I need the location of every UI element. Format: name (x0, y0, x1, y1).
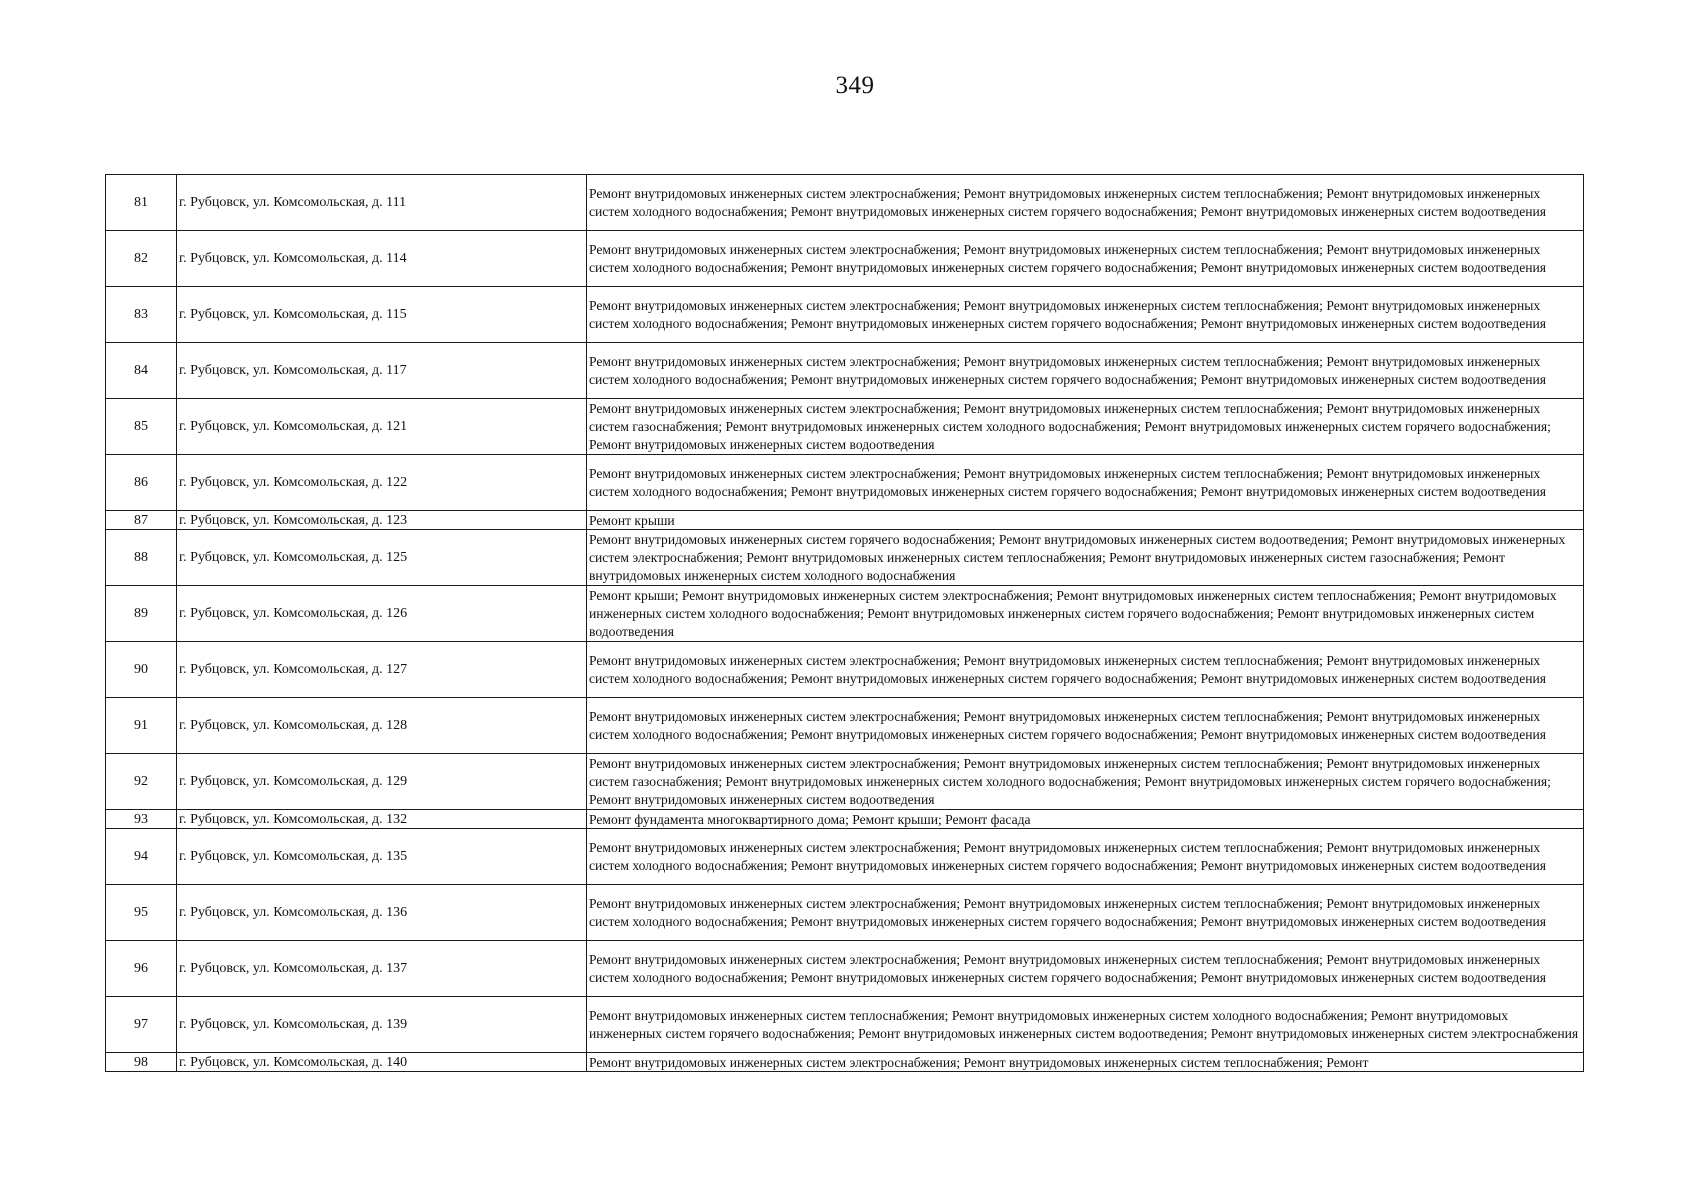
row-address: г. Рубцовск, ул. Комсомольская, д. 111 (177, 175, 587, 231)
row-number: 97 (106, 997, 177, 1053)
row-works: Ремонт внутридомовых инженерных систем электроснабжения; Ремонт внутридомовых инженерных систем теплоснабжения; Ремонт внутридомовых инженерных систем холодного водоснабжения; Ремонт внутридомовых инженерных систем горячего водоснабжения; Ремонт внутридомовых инженерных систем водоотведения (587, 642, 1584, 698)
table-row (106, 1053, 1584, 1072)
table-row (106, 997, 1584, 1053)
row-address: г. Рубцовск, ул. Комсомольская, д. 129 (177, 754, 587, 810)
row-works: Ремонт внутридомовых инженерных систем горячего водоснабжения; Ремонт внутридомовых инженерных систем водоотведения; Ремонт внутридомовых инженерных систем электроснабжения; Ремонт внутридомовых инженерных систем теплоснабжения; Ремонт внутридомовых инженерных систем газоснабжения; Ремонт внутридомовых инженерных систем холодного водоснабжения (587, 530, 1584, 586)
table-body (106, 175, 1584, 1072)
row-address: г. Рубцовск, ул. Комсомольская, д. 128 (177, 698, 587, 754)
row-works: Ремонт крыши; Ремонт внутридомовых инженерных систем электроснабжения; Ремонт внутридомовых инженерных систем теплоснабжения; Ремонт внутридомовых инженерных систем холодного водоснабжения; Ремонт внутридомовых инженерных систем горячего водоснабжения; Ремонт внутридомовых инженерных систем водоотведения (587, 586, 1584, 642)
table-row (106, 642, 1584, 698)
table-row (106, 829, 1584, 885)
table-row (106, 175, 1584, 231)
table-row (106, 231, 1584, 287)
row-address: г. Рубцовск, ул. Комсомольская, д. 136 (177, 885, 587, 941)
row-works: Ремонт внутридомовых инженерных систем электроснабжения; Ремонт внутридомовых инженерных систем теплоснабжения; Ремонт внутридомовых инженерных систем газоснабжения; Ремонт внутридомовых инженерных систем холодного водоснабжения; Ремонт внутридомовых инженерных систем горячего водоснабжения; Ремонт внутридомовых инженерных систем водоотведения (587, 754, 1584, 810)
row-address: г. Рубцовск, ул. Комсомольская, д. 115 (177, 287, 587, 343)
row-number: 88 (106, 530, 177, 586)
row-works: Ремонт крыши (587, 511, 1584, 530)
row-number: 86 (106, 455, 177, 511)
table-row (106, 586, 1584, 642)
row-works: Ремонт внутридомовых инженерных систем теплоснабжения; Ремонт внутридомовых инженерных систем холодного водоснабжения; Ремонт внутридомовых инженерных систем горячего водоснабжения; Ремонт внутридомовых инженерных систем водоотведения; Ремонт внутридомовых инженерных систем электроснабжения (587, 997, 1584, 1053)
row-works: Ремонт внутридомовых инженерных систем электроснабжения; Ремонт внутридомовых инженерных систем теплоснабжения; Ремонт внутридомовых инженерных систем холодного водоснабжения; Ремонт внутридомовых инженерных систем горячего водоснабжения; Ремонт внутридомовых инженерных систем водоотведения (587, 829, 1584, 885)
table-row (106, 455, 1584, 511)
row-number: 89 (106, 586, 177, 642)
row-address: г. Рубцовск, ул. Комсомольская, д. 137 (177, 941, 587, 997)
table-row (106, 810, 1584, 829)
row-number: 95 (106, 885, 177, 941)
table-row (106, 287, 1584, 343)
table-row (106, 343, 1584, 399)
table-row (106, 399, 1584, 455)
row-number: 91 (106, 698, 177, 754)
row-number: 87 (106, 511, 177, 530)
row-number: 90 (106, 642, 177, 698)
row-address: г. Рубцовск, ул. Комсомольская, д. 127 (177, 642, 587, 698)
table-row (106, 885, 1584, 941)
row-address: г. Рубцовск, ул. Комсомольская, д. 114 (177, 231, 587, 287)
row-works: Ремонт внутридомовых инженерных систем электроснабжения; Ремонт внутридомовых инженерных систем теплоснабжения; Ремонт внутридомовых инженерных систем холодного водоснабжения; Ремонт внутридомовых инженерных систем горячего водоснабжения; Ремонт внутридомовых инженерных систем водоотведения (587, 343, 1584, 399)
table-row (106, 511, 1584, 530)
row-address: г. Рубцовск, ул. Комсомольская, д. 135 (177, 829, 587, 885)
row-number: 92 (106, 754, 177, 810)
row-address: г. Рубцовск, ул. Комсомольская, д. 117 (177, 343, 587, 399)
row-works: Ремонт внутридомовых инженерных систем электроснабжения; Ремонт внутридомовых инженерных систем теплоснабжения; Ремонт внутридомовых инженерных систем холодного водоснабжения; Ремонт внутридомовых инженерных систем горячего водоснабжения; Ремонт внутридомовых инженерных систем водоотведения (587, 287, 1584, 343)
row-works: Ремонт внутридомовых инженерных систем электроснабжения; Ремонт внутридомовых инженерных систем теплоснабжения; Ремонт внутридомовых инженерных систем холодного водоснабжения; Ремонт внутридомовых инженерных систем горячего водоснабжения; Ремонт внутридомовых инженерных систем водоотведения (587, 231, 1584, 287)
row-number: 93 (106, 810, 177, 829)
row-works: Ремонт фундамента многоквартирного дома; Ремонт крыши; Ремонт фасада (587, 810, 1584, 829)
row-number: 85 (106, 399, 177, 455)
row-works: Ремонт внутридомовых инженерных систем электроснабжения; Ремонт внутридомовых инженерных систем теплоснабжения; Ремонт внутридомовых инженерных систем холодного водоснабжения; Ремонт внутридомовых инженерных систем горячего водоснабжения; Ремонт внутридомовых инженерных систем водоотведения (587, 698, 1584, 754)
table-row (106, 530, 1584, 586)
row-address: г. Рубцовск, ул. Комсомольская, д. 125 (177, 530, 587, 586)
row-number: 98 (106, 1053, 177, 1072)
row-address: г. Рубцовск, ул. Комсомольская, д. 122 (177, 455, 587, 511)
row-address: г. Рубцовск, ул. Комсомольская, д. 123 (177, 511, 587, 530)
row-works: Ремонт внутридомовых инженерных систем электроснабжения; Ремонт внутридомовых инженерных систем теплоснабжения; Ремонт внутридомовых инженерных систем холодного водоснабжения; Ремонт внутридомовых инженерных систем горячего водоснабжения; Ремонт внутридомовых инженерных систем водоотведения (587, 885, 1584, 941)
row-number: 81 (106, 175, 177, 231)
row-address: г. Рубцовск, ул. Комсомольская, д. 121 (177, 399, 587, 455)
row-address: г. Рубцовск, ул. Комсомольская, д. 132 (177, 810, 587, 829)
row-works: Ремонт внутридомовых инженерных систем электроснабжения; Ремонт внутридомовых инженерных систем теплоснабжения; Ремонт внутридомовых инженерных систем холодного водоснабжения; Ремонт внутридомовых инженерных систем горячего водоснабжения; Ремонт внутридомовых инженерных систем водоотведения (587, 175, 1584, 231)
row-address: г. Рубцовск, ул. Комсомольская, д. 139 (177, 997, 587, 1053)
row-number: 82 (106, 231, 177, 287)
row-number: 83 (106, 287, 177, 343)
table-row (106, 754, 1584, 810)
row-number: 94 (106, 829, 177, 885)
row-works: Ремонт внутридомовых инженерных систем электроснабжения; Ремонт внутридомовых инженерных систем теплоснабжения; Ремонт внутридомовых инженерных систем холодного водоснабжения; Ремонт внутридомовых инженерных систем горячего водоснабжения; Ремонт внутридомовых инженерных систем водоотведения (587, 455, 1584, 511)
table-row (106, 941, 1584, 997)
row-works: Ремонт внутридомовых инженерных систем электроснабжения; Ремонт внутридомовых инженерных систем теплоснабжения; Ремонт внутридомовых инженерных систем холодного водоснабжения; Ремонт внутридомовых инженерных систем горячего водоснабжения; Ремонт внутридомовых инженерных систем водоотведения (587, 941, 1584, 997)
page-number: 349 (835, 72, 875, 99)
row-address: г. Рубцовск, ул. Комсомольская, д. 126 (177, 586, 587, 642)
table-row (106, 698, 1584, 754)
row-works: Ремонт внутридомовых инженерных систем электроснабжения; Ремонт внутридомовых инженерных систем теплоснабжения; Ремонт внутридомовых инженерных систем газоснабжения; Ремонт внутридомовых инженерных систем холодного водоснабжения; Ремонт внутридомовых инженерных систем горячего водоснабжения; Ремонт внутридомовых инженерных систем водоотведения (587, 399, 1584, 455)
row-works: Ремонт внутридомовых инженерных систем электроснабжения; Ремонт внутридомовых инженерных систем теплоснабжения; Ремонт (587, 1053, 1584, 1072)
row-address: г. Рубцовск, ул. Комсомольская, д. 140 (177, 1053, 587, 1072)
repair-table (105, 174, 1584, 1072)
row-number: 96 (106, 941, 177, 997)
row-number: 84 (106, 343, 177, 399)
